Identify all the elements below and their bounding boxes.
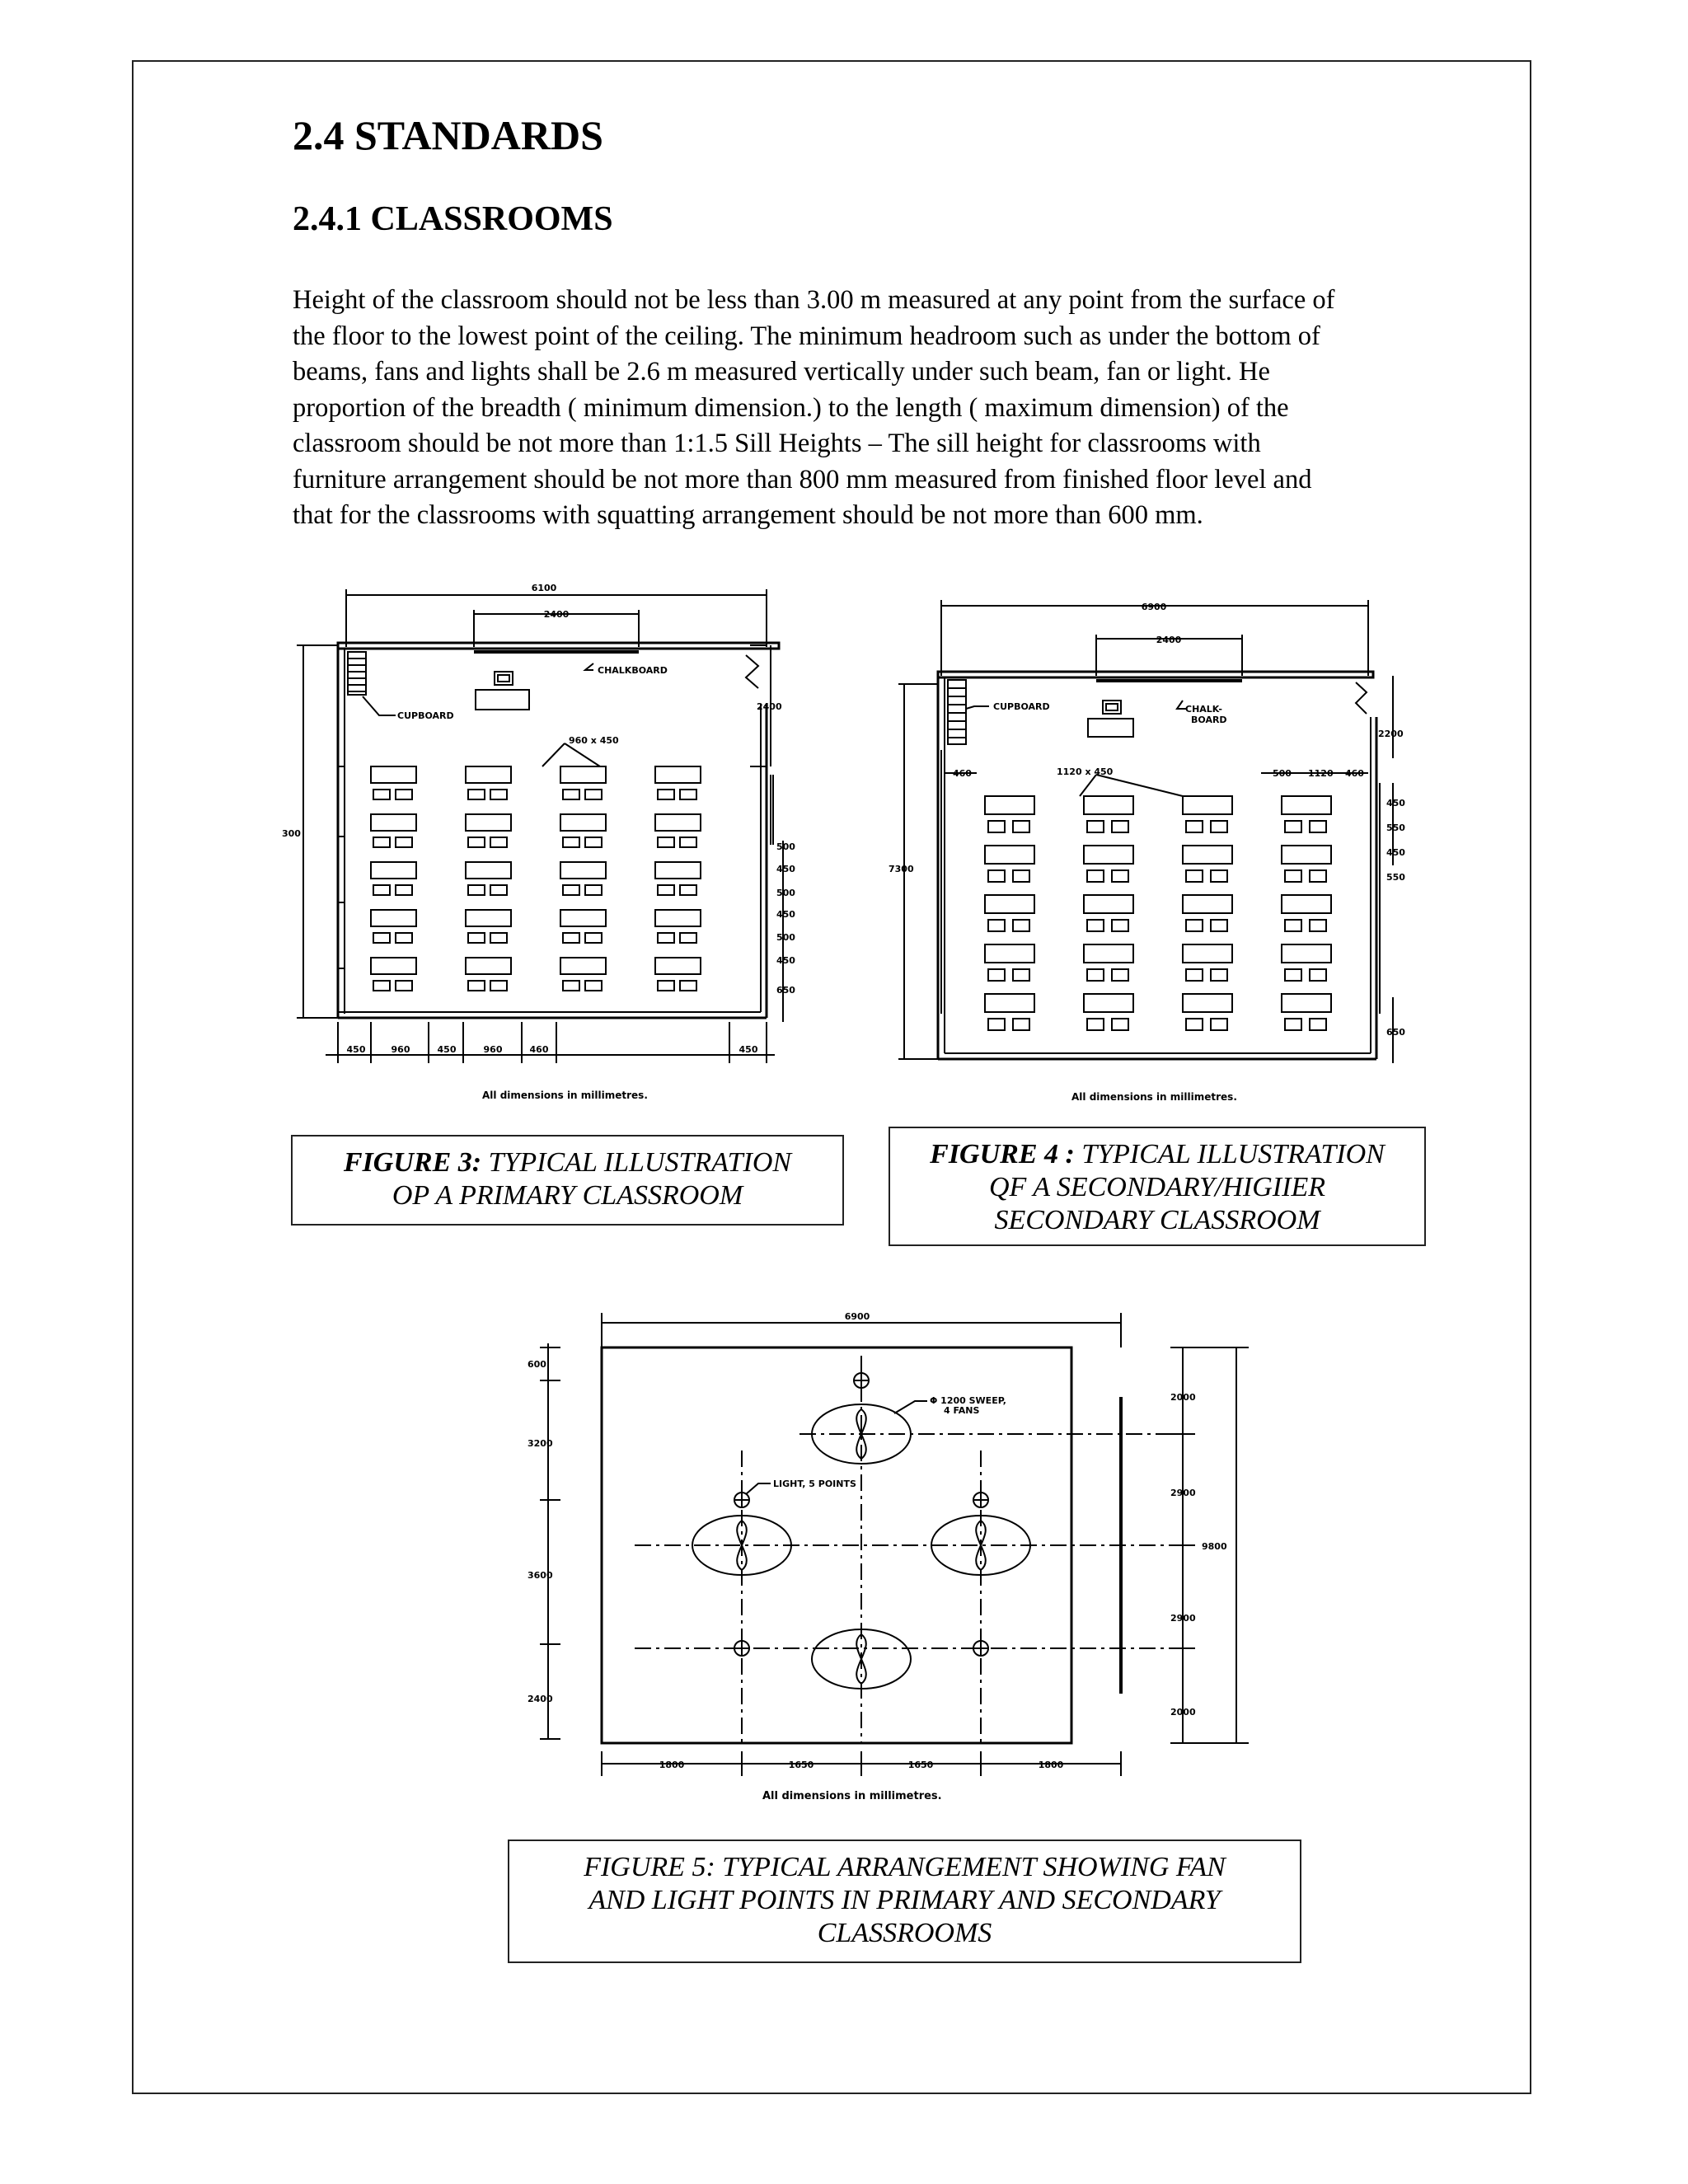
caption-text: FIGURE 5: TYPICAL ARRANGEMENT SHOWING FAN bbox=[584, 1852, 1226, 1882]
figure-3-primary-classroom-plan bbox=[280, 573, 808, 1108]
dim-label: 500 bbox=[776, 888, 795, 898]
caption-text: AND LIGHT POINTS IN PRIMARY AND SECONDARY bbox=[588, 1885, 1221, 1915]
paragraph-line: beams, fans and lights shall be 2.6 m measured vertically under such beam, fan or light. He bbox=[293, 357, 1270, 387]
caption-prefix: FIGURE 4 : bbox=[930, 1139, 1075, 1169]
paragraph-line: the floor to the lowest point of the ceiling. The minimum headroom such as under the bottom of bbox=[293, 321, 1320, 351]
dim-label: 460 bbox=[1345, 768, 1364, 779]
dim-label: 7300 bbox=[889, 864, 914, 874]
dim-label: 450 bbox=[1386, 847, 1405, 858]
dim-label: 550 bbox=[1386, 823, 1405, 833]
fan-label: 4 FANS bbox=[944, 1405, 980, 1416]
dim-label: 2400 bbox=[528, 1694, 553, 1704]
light-label: LIGHT, 5 POINTS bbox=[773, 1479, 856, 1489]
dim-label: 450 bbox=[437, 1044, 457, 1055]
dim-label: 450 bbox=[776, 864, 795, 874]
figure-4-caption bbox=[889, 1127, 1426, 1246]
paragraph-line: Height of the classroom should not be less than 3.00 m measured at any point from the surface of bbox=[293, 285, 1335, 315]
dim-label: 1650 bbox=[788, 1760, 814, 1770]
dim-label: 6100 bbox=[531, 583, 557, 593]
subsection-heading: 2.4.1 CLASSROOMS bbox=[293, 200, 613, 238]
body-paragraph bbox=[293, 283, 1504, 534]
paragraph-line: proportion of the breadth ( minimum dimension.) to the length ( maximum dimension) of the bbox=[293, 392, 1289, 423]
paragraph-line: furniture arrangement should be not more than 800 mm measured from finished floor level and bbox=[293, 464, 1312, 494]
caption-text: CLASSROOMS bbox=[817, 1918, 992, 1948]
cupboard-label: CUPBOARD bbox=[397, 710, 454, 721]
dim-label: 600 bbox=[528, 1359, 546, 1370]
caption-text: TYPICAL ILLUSTRATION bbox=[481, 1147, 792, 1178]
dim-label: 500 bbox=[776, 932, 795, 943]
dim-label: 3600 bbox=[528, 1570, 553, 1581]
dim-label: 450 bbox=[1386, 798, 1405, 808]
dim-label: 2900 bbox=[1170, 1613, 1196, 1624]
units-note: All dimensions in millimetres. bbox=[1071, 1091, 1237, 1103]
caption-text: QF A SECONDARY/HIGIIER bbox=[989, 1172, 1325, 1202]
dim-label: 2000 bbox=[1170, 1392, 1196, 1403]
dim-label: 450 bbox=[776, 955, 795, 966]
section-heading: 2.4 STANDARDS bbox=[293, 112, 603, 158]
dim-label: 1650 bbox=[907, 1760, 934, 1770]
dim-label: 2400 bbox=[543, 609, 570, 620]
figure-3-caption bbox=[291, 1135, 844, 1226]
dim-label: 1800 bbox=[659, 1760, 685, 1770]
dim-label: 2400 bbox=[757, 701, 782, 712]
cupboard-label: CUPBOARD bbox=[993, 701, 1050, 712]
dim-label: 450 bbox=[346, 1044, 366, 1055]
dim-label: 2000 bbox=[1170, 1707, 1196, 1718]
dim-label: 460 bbox=[953, 768, 972, 779]
figure-5-fan-light-layout bbox=[511, 1298, 1253, 1809]
dim-label: 2200 bbox=[1378, 729, 1404, 739]
units-note: All dimensions in millimetres. bbox=[482, 1090, 648, 1101]
fan-label: Φ 1200 SWEEP, bbox=[930, 1395, 1006, 1406]
dim-label: 960 bbox=[391, 1044, 410, 1055]
dim-label: 2400 bbox=[1156, 635, 1182, 645]
dim-label: 1120 bbox=[1308, 768, 1334, 779]
caption-text: TYPICAL ILLUSTRATION bbox=[1074, 1139, 1385, 1169]
dim-label: 650 bbox=[776, 985, 795, 996]
dim-label: 450 bbox=[776, 909, 795, 920]
dim-label: 1800 bbox=[1038, 1760, 1064, 1770]
caption-text: SECONDARY CLASSROOM bbox=[994, 1205, 1320, 1235]
dim-label: 6900 bbox=[844, 1311, 870, 1322]
dim-label: 460 bbox=[529, 1044, 549, 1055]
units-note: All dimensions in millimetres. bbox=[762, 1790, 942, 1802]
chalkboard-label: CHALK- bbox=[1185, 704, 1222, 715]
dim-label: 450 bbox=[738, 1044, 758, 1055]
dim-label: 500 bbox=[776, 841, 795, 852]
dim-label: 300 bbox=[282, 828, 301, 839]
dim-label: 3200 bbox=[528, 1438, 553, 1449]
figure-5-caption bbox=[508, 1840, 1301, 1963]
desk-size-label: 1120 x 450 bbox=[1057, 766, 1114, 777]
dim-label: 6900 bbox=[1141, 602, 1167, 612]
dim-label: 500 bbox=[1273, 768, 1292, 779]
dim-label: 2900 bbox=[1170, 1488, 1196, 1498]
chalkboard-label: CHALKBOARD bbox=[598, 665, 668, 676]
desk-size-label: 960 x 450 bbox=[569, 735, 619, 746]
caption-prefix: FIGURE 3: bbox=[343, 1147, 482, 1178]
dim-label: 9800 bbox=[1202, 1541, 1227, 1552]
paragraph-line: classroom should be not more than 1:1.5 Sill Heights – The sill height for classrooms with bbox=[293, 429, 1261, 458]
caption-text: OP A PRIMARY CLASSROOM bbox=[392, 1180, 743, 1211]
dim-label: 960 bbox=[483, 1044, 503, 1055]
chalkboard-label: BOARD bbox=[1191, 715, 1227, 725]
paragraph-line: that for the classrooms with squatting arrangement should be not more than 600 mm. bbox=[293, 500, 1203, 530]
dim-label: 550 bbox=[1386, 872, 1405, 883]
figure-4-secondary-classroom-plan bbox=[874, 585, 1409, 1113]
dim-label: 650 bbox=[1386, 1027, 1405, 1038]
